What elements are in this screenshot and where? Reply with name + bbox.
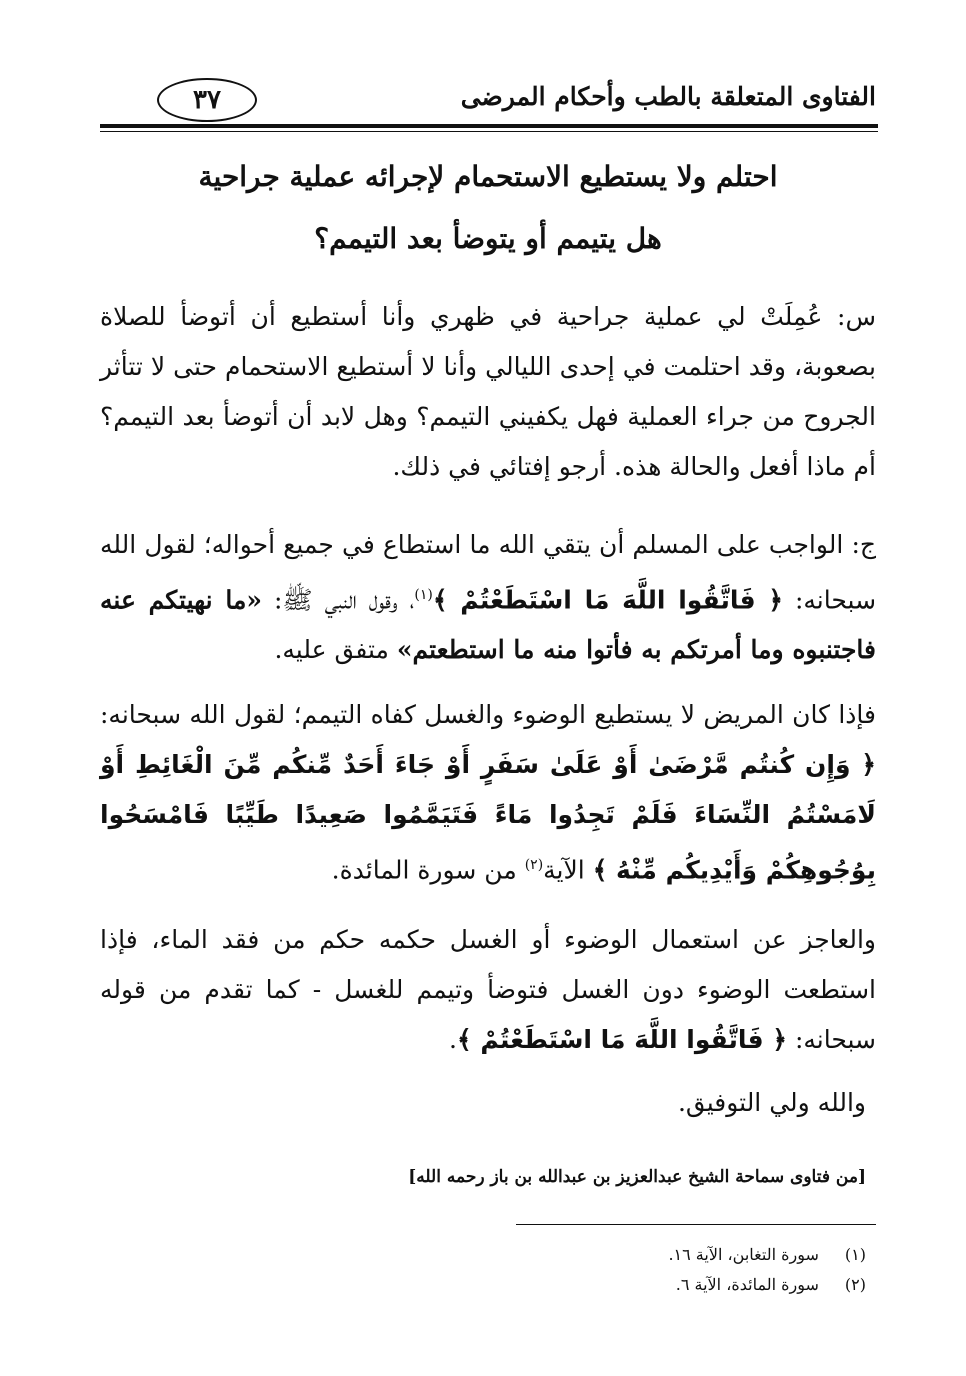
answer-label: ج:	[851, 530, 876, 559]
answer-p1-intro: الواجب على المسلم أن يتقي الله ما استطاع في جميع أحواله؛ لقول الله سبحانه:	[100, 530, 877, 615]
footnote-text: سورة المائدة، الآية ٦.	[675, 1275, 819, 1294]
footnote-number: (٢)	[844, 1275, 866, 1294]
fatwa-title-line-1: احتلم ولا يستطيع الاستحمام لإجرائه عملية جراحية	[198, 160, 778, 193]
answer-p1-end: متفق عليه.	[274, 635, 389, 665]
page-header	[100, 72, 876, 132]
footnote-separator	[516, 1224, 876, 1225]
quran-verse-repeat: ﴿ فَاتَّقُوا اللَّهَ مَا اسْتَطَعْتُمْ ﴾	[456, 1025, 788, 1054]
answer-p1-mid: ، وقول النبي ﷺ:	[273, 585, 415, 615]
header-rule-thick	[100, 124, 878, 128]
question-text: عُمِلَتْ لي عملية جراحية في ظهري وأنا أستطيع أن أتوضأ للصلاة بصعوبة، وقد احتلمت في إحدى الليالي وأنا لا أستطيع الاستحمام حتى لا تتأثر الجروح من جراء العملية فهل يكفيني التيمم؟ وهل لابد أن أتوضأ بعد التيمم؟ أم ماذا أفعل والحالة هذه. أرجو إفتائي في ذلك.	[100, 302, 876, 481]
source-attribution: [من فتاوى سماحة الشيخ عبدالعزيز بن عبدالله بن باز رحمه الله]	[408, 1167, 866, 1187]
page-number: ٣٧	[157, 78, 257, 122]
footnote-number: (١)	[844, 1245, 866, 1264]
footnote-text: سورة التغابن، الآية ١٦.	[668, 1245, 819, 1264]
answer-p3-end: .	[449, 1025, 457, 1054]
fatwa-title-line-2: هل يتيمم أو يتوضأ بعد التيمم؟	[314, 222, 662, 255]
footnote-item	[668, 1240, 866, 1270]
footnote-ref-2: (٢)	[524, 857, 544, 873]
answer-paragraph-3	[100, 915, 876, 1065]
question-paragraph	[100, 292, 876, 492]
footnotes	[668, 1240, 866, 1300]
quran-verse-maidah: ﴿ وَإِن كُنتُم مَّرْضَىٰ أَوْ عَلَىٰ سَفَرٍ أَوْ جَاءَ أَحَدٌ مِّنكُم مِّنَ الْغَائِطِ أَوْ لَامَسْتُمُ النِّسَاءَ فَلَمْ تَجِدُوا مَاءً فَتَيَمَّمُوا صَعِيدًا طَيِّبًا فَامْسَحُوا بِوُجُوهِكُمْ وَأَيْدِيكُم مِّنْهُ ﴾	[100, 750, 876, 885]
answer-p2-intro: فإذا كان المريض لا يستطيع الوضوء والغسل كفاه التيمم؛ لقول الله سبحانه:	[100, 700, 876, 729]
header-rule-thin	[100, 131, 878, 132]
quran-verse-taghabun: ﴿ فَاتَّقُوا اللَّهَ مَا اسْتَطَعْتُمْ ﴾	[432, 585, 783, 615]
answer-paragraph-2	[100, 690, 876, 895]
answer-p3-text: والعاجز عن استعمال الوضوء أو الغسل حكمه حكم من فقد الماء، فإذا استطعت الوضوء دون الغسل فتوضأ وتيمم للغسل - كما تقدم من قوله سبحانه:	[100, 925, 876, 1054]
closing-line: والله ولي التوفيق.	[677, 1088, 866, 1117]
hadith-quote: «ما نهيتكم عنه فاجتنبوه وما أمرتكم به فأتوا منه ما استطعتم»	[100, 585, 876, 665]
answer-p2-end: من سورة المائدة.	[331, 855, 517, 885]
answer-paragraph-1	[100, 520, 876, 675]
footnote-ref-1: (١)	[414, 587, 433, 603]
question-label: س:	[837, 302, 876, 331]
ayah-word: الآية	[543, 855, 585, 885]
footnote-item	[668, 1270, 866, 1300]
running-title: الفتاوى المتعلقة بالطب وأحكام المرضى	[460, 82, 876, 111]
